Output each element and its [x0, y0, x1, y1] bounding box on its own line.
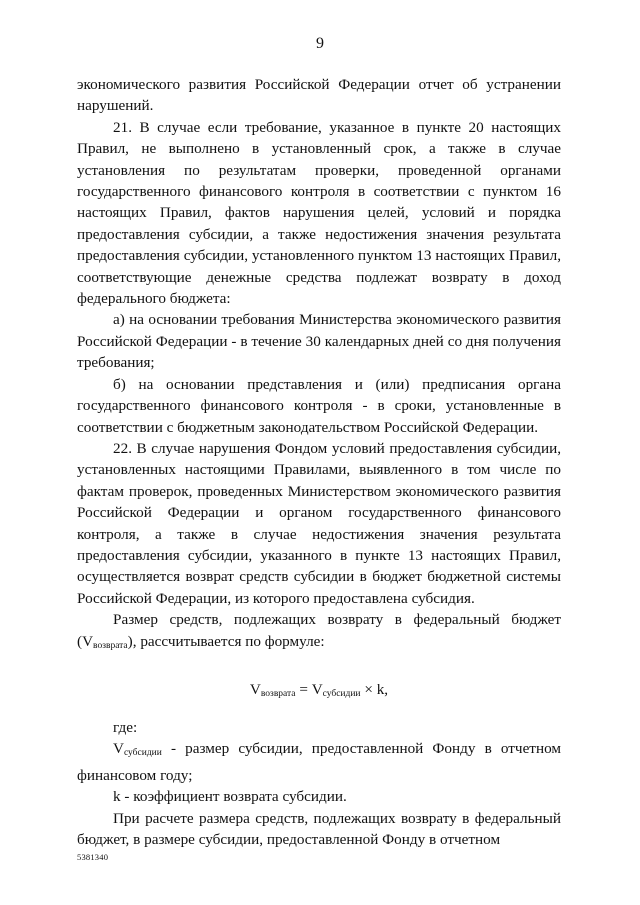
definition-k: k - коэффициент возврата субсидии. [113, 788, 347, 806]
v-symbol: V [82, 632, 94, 650]
amount-text-tail: , рассчитывается по формуле: [132, 632, 325, 650]
formula-equals: = [295, 680, 312, 698]
def-v-text: - размер субсидии, предоставленной Фонду в отчетном финансовом году; [77, 740, 561, 784]
formula-sub-return: возврата [260, 688, 296, 699]
paragraph-clause-21: 21. В случае если требование, указанное в пункте 20 настоящих Правил, не выполнено в установленный срок, а также в случае установления по результатам проверки, проведенной органами государственного финансового контроля в соответствии с пунктом 16 настоящих Правил, фактов нарушения целей, условий и порядка предоставления субсидии, а также недостижения значения результата предоставления субсидии, установленного пунктом 13 настоящих Правил, соответствующие денежные средства подлежат возврату в доход федерального бюджета: [77, 118, 561, 308]
page-number: 9 [316, 35, 324, 52]
formula-v-return: V [249, 680, 261, 698]
paragraph-amount: Размер средств, подлежащих возврату в федеральный бюджет $(V_{возврата})$, рассчитывается по формуле: [77, 611, 561, 651]
formula-v-subsidy: V [311, 680, 323, 698]
document-code: 5381340 [77, 852, 109, 862]
body-text [77, 74, 561, 850]
paragraph-clause-22: 22. В случае нарушения Фондом условий предоставления субсидии, установленных настоящими Правилами, выявленного в том числе по фактам проверок, проведенных Министерством экономического развития Российской Федерации и органом государственного финансового контроля, а также в случае недостижения значения результата предоставления субсидии, указанного в пункте 13 настоящих Правил, осуществляется возврат средств субсидии в бюджет бюджетной системы Российской Федерации, из которого предоставлена субсидия. [77, 439, 561, 607]
paragraph-calculation: При расчете размера средств, подлежащих возврату в федеральный бюджет, в размере субсидии, предоставленной Фонду в отчетном [77, 809, 561, 848]
v-return-subscript: возврата [93, 640, 128, 651]
formula-k: k, [376, 680, 389, 698]
where-label: где: [113, 718, 138, 736]
paragraph-continuation: экономического развития Российской Федерации отчет об устранении нарушений. [77, 76, 561, 115]
formula [77, 679, 561, 701]
formula-times: × [360, 680, 377, 698]
paragraph-item-b: б) на основании представления и (или) предписания органа государственного финансового контроля - в сроки, установленные в соответствии с бюджетным законодательством Российской Федерации. [77, 375, 561, 436]
definition-v-subsidy [77, 738, 561, 786]
paragraph-item-a: а) на основании требования Министерства экономического развития Российской Федерации - в течение 30 календарных дней со дня получения требования; [77, 311, 561, 372]
def-v-subscript: субсидии [123, 748, 162, 759]
def-v-symbol: V [113, 740, 124, 758]
amount-text: Размер средств, подлежащих возврату в федеральный бюджет [113, 611, 561, 629]
formula-sub-subsidy: субсидии [322, 688, 361, 699]
